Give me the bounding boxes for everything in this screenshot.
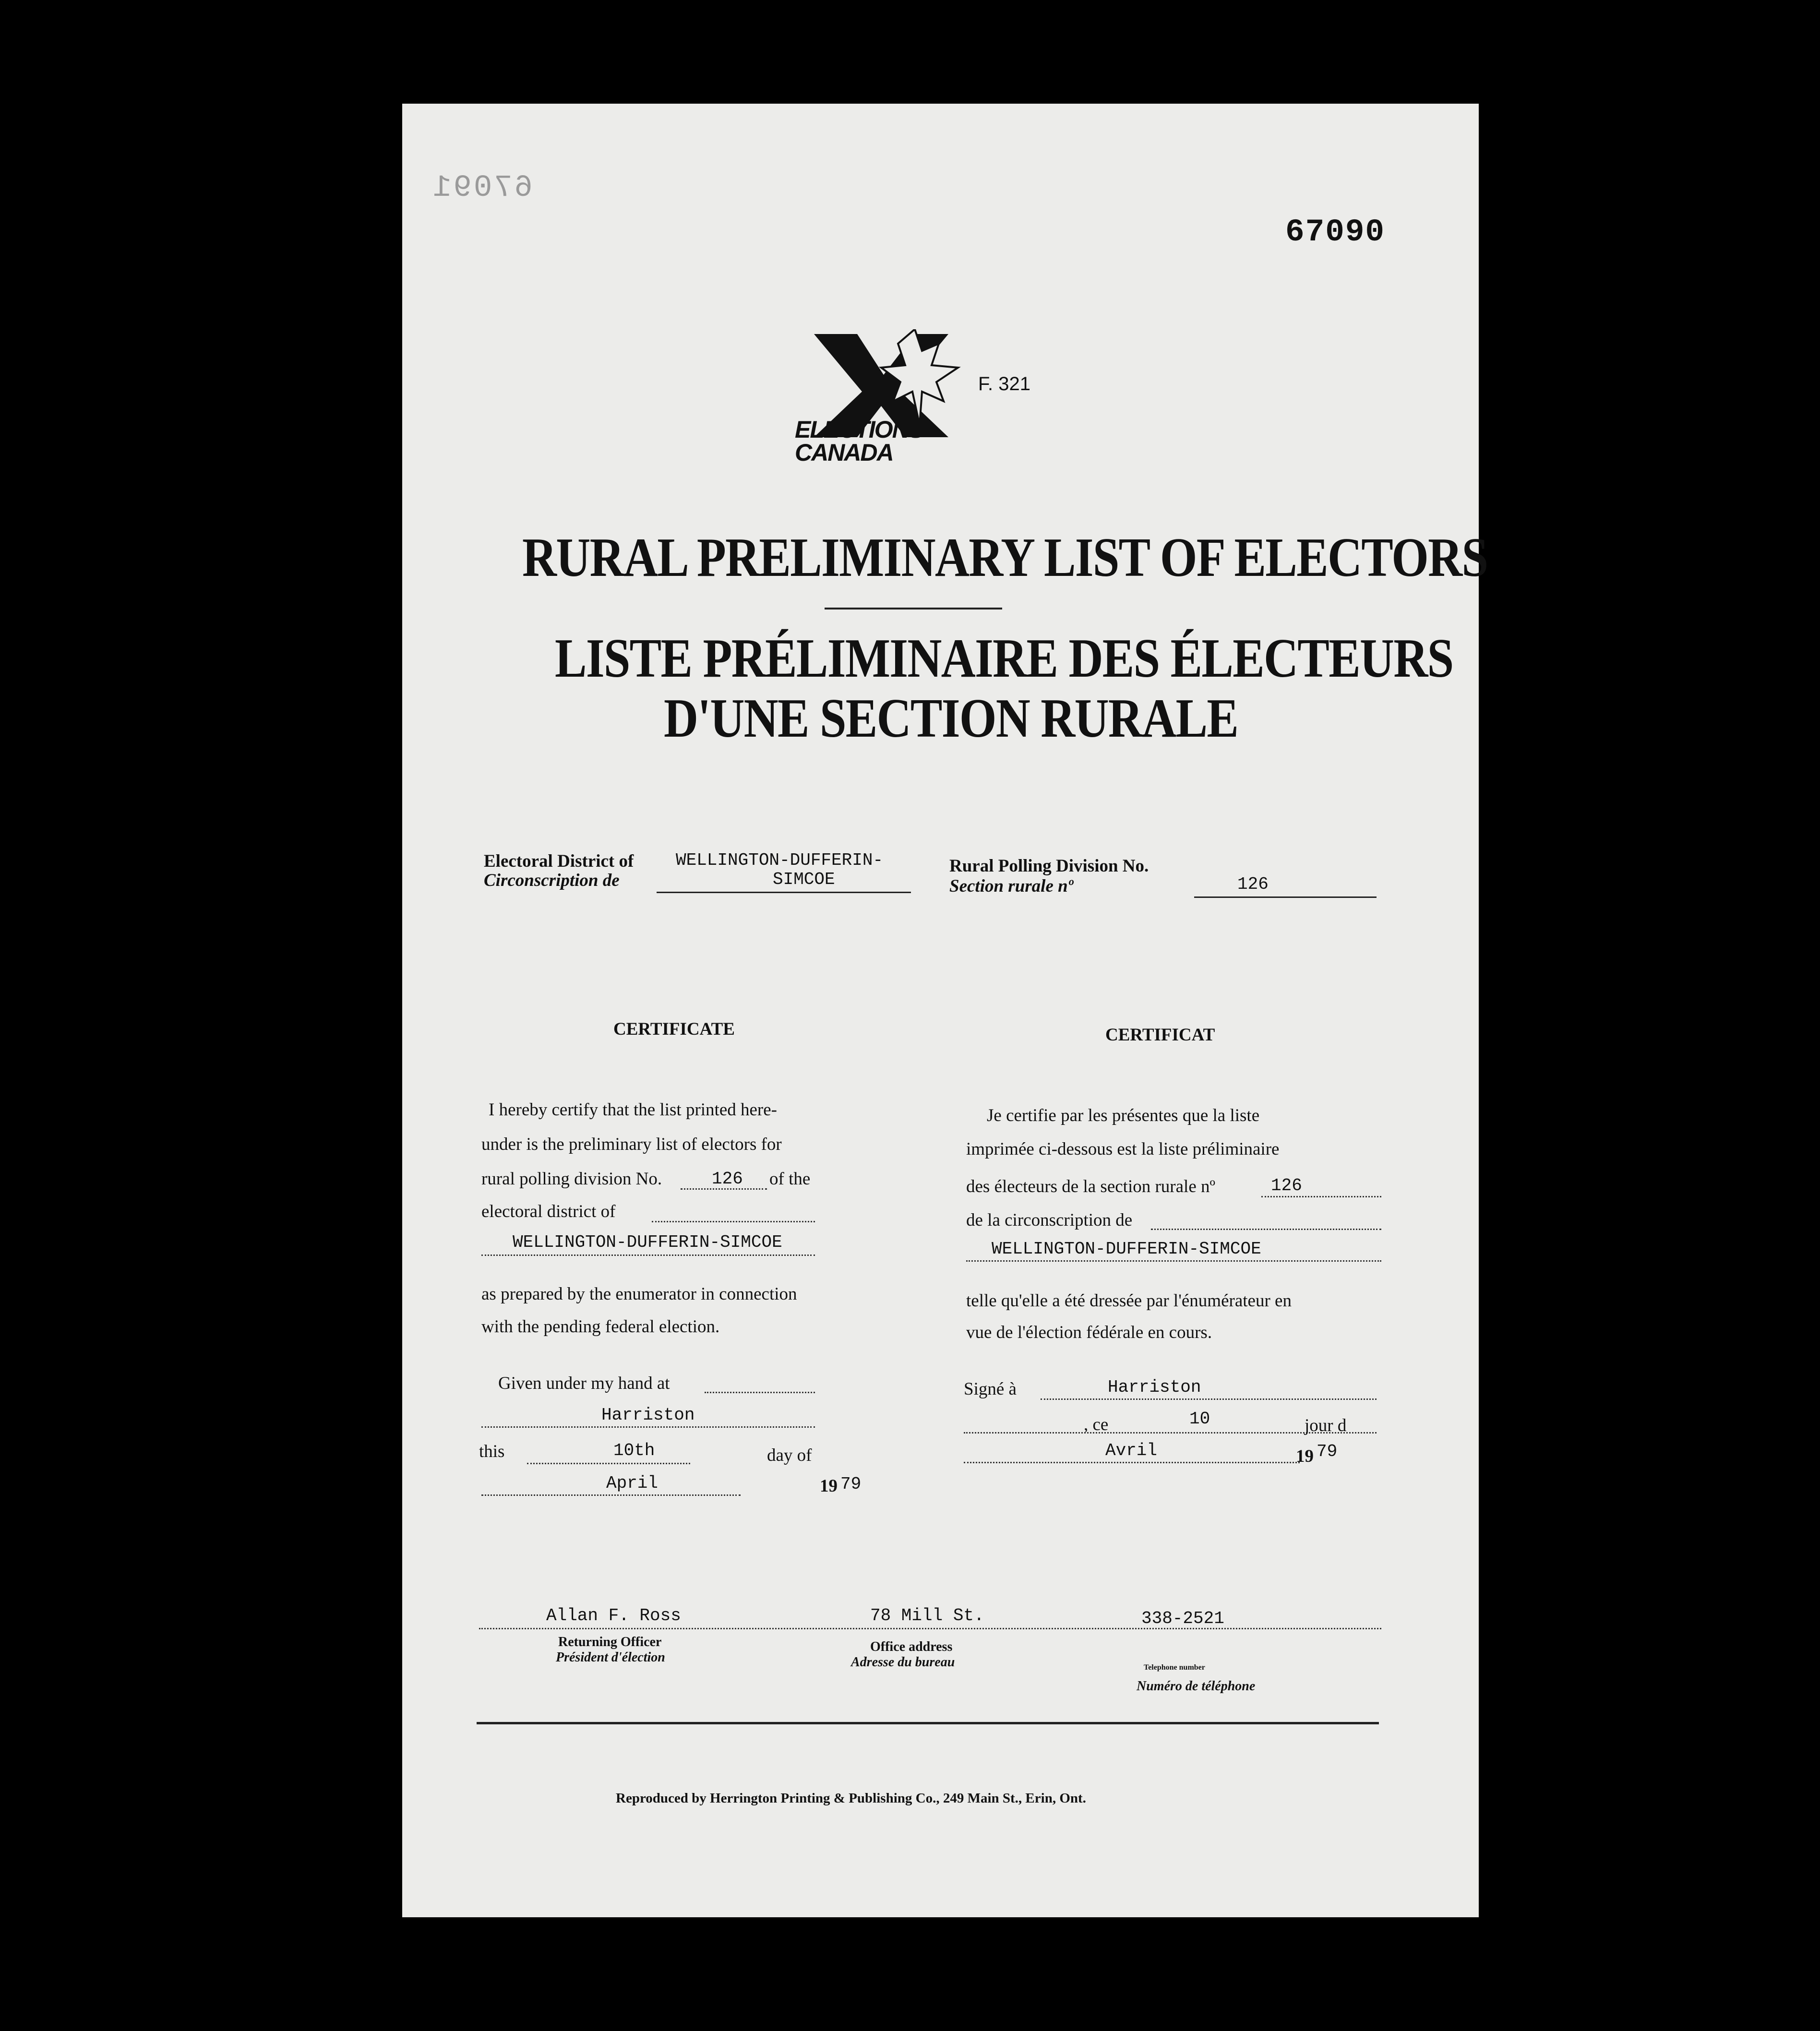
- certificate-en-division-no: 126: [712, 1169, 743, 1189]
- district-underline: [657, 892, 911, 893]
- polling-value: 126: [1237, 874, 1269, 894]
- certificate-fr-line6: vue de l'élection fédérale en cours.: [966, 1323, 1212, 1342]
- year-prefix: 19: [820, 1476, 838, 1496]
- this-label: this: [479, 1442, 505, 1461]
- certificate-en-line4-dots: [652, 1221, 815, 1222]
- certificate-en-line3b: of the: [769, 1169, 811, 1189]
- signe-label: Signé à: [964, 1379, 1017, 1399]
- certificate-en-line6: with the pending federal election.: [481, 1317, 720, 1337]
- officer-name: Allan F. Ross: [546, 1606, 681, 1625]
- phone-label-fr: Numéro de téléphone: [1137, 1679, 1256, 1694]
- given-place: Harriston: [601, 1405, 695, 1425]
- day-of-label: day of: [767, 1446, 812, 1465]
- given-dots: [705, 1392, 815, 1393]
- certificate-en-district-value: WELLINGTON-DUFFERIN-SIMCOE: [513, 1232, 782, 1252]
- phone-label-en: Telephone number: [1144, 1663, 1205, 1672]
- officer-label-en: Returning Officer: [558, 1635, 662, 1649]
- certificate-en-division-dots: [681, 1188, 767, 1190]
- fr-month-dots: [964, 1462, 1300, 1463]
- title-french-line2: D'UNE SECTION RURALE: [664, 688, 1238, 749]
- certificate-fr-line5: telle qu'elle a été dressée par l'énumérateur en: [966, 1291, 1292, 1311]
- certificate-fr-line4: de la circonscription de: [966, 1210, 1133, 1230]
- certificate-fr-line4-dots: [1151, 1229, 1381, 1230]
- certificate-fr-line1: Je certifie par les présentes que la liste: [987, 1106, 1260, 1125]
- title-divider: [825, 608, 1002, 609]
- telephone-value: 338-2521: [1141, 1609, 1224, 1628]
- printer-footer: Reproduced by Herrington Printing & Publishing Co., 249 Main St., Erin, Ont.: [616, 1791, 1086, 1806]
- certificate-fr-division-no: 126: [1271, 1176, 1302, 1195]
- fr-year-suffix: 79: [1317, 1442, 1338, 1461]
- signature-dots: [479, 1628, 1381, 1629]
- signe-dots: [1041, 1398, 1377, 1400]
- title-french-line1: LISTE PRÉLIMINAIRE DES ÉLECTEURS: [555, 628, 1453, 689]
- certificate-en-line4: electoral district of: [481, 1202, 616, 1221]
- jour-label: jour d: [1305, 1416, 1347, 1435]
- certificate-en-line5: as prepared by the enumerator in connection: [481, 1284, 797, 1304]
- polling-underline: [1194, 896, 1377, 898]
- logo-text-elections: ELECTIONS: [795, 416, 924, 443]
- day-dots: [527, 1463, 690, 1464]
- given-label: Given under my hand at: [498, 1374, 670, 1393]
- form-code: F. 321: [978, 373, 1030, 394]
- ce-label: , ce: [1084, 1415, 1109, 1434]
- certificate-heading-en: CERTIFICATE: [613, 1019, 735, 1039]
- certificate-en-line2: under is the preliminary list of electors for: [481, 1135, 782, 1154]
- fr-month-value: Avril: [1105, 1441, 1158, 1460]
- certificate-fr-division-dots: [1261, 1196, 1381, 1197]
- district-value-line2: SIMCOE: [773, 870, 835, 889]
- bottom-rule: [477, 1722, 1379, 1724]
- polling-label-fr: Section rurale nº: [949, 876, 1073, 896]
- logo-text-canada: CANADA: [795, 439, 893, 466]
- certificate-en-line1: I hereby certify that the list printed here-: [489, 1100, 777, 1120]
- office-address: 78 Mill St.: [870, 1606, 984, 1625]
- form-page: [402, 104, 1488, 1917]
- elections-canada-logo: [795, 329, 968, 483]
- district-label-en: Electoral District of: [484, 851, 634, 871]
- certificate-heading-fr: CERTIFICAT: [1105, 1025, 1215, 1045]
- form-serial-number: 67090: [1285, 214, 1386, 250]
- certificate-en-district-dots: [481, 1254, 815, 1256]
- day-value: 10th: [613, 1441, 655, 1460]
- certificate-fr-district-value: WELLINGTON-DUFFERIN-SIMCOE: [992, 1239, 1261, 1259]
- certificate-fr-district-dots: [966, 1260, 1381, 1262]
- title-english: RURAL PRELIMINARY LIST OF ELECTORS: [522, 527, 1488, 588]
- address-label-fr: Adresse du bureau: [851, 1655, 955, 1670]
- month-dots: [481, 1494, 741, 1496]
- month-value: April: [606, 1473, 659, 1493]
- faint-stamp-number: 67091: [431, 171, 533, 205]
- fr-year-prefix: 19: [1296, 1446, 1314, 1466]
- district-value-line1: WELLINGTON-DUFFERIN-: [676, 850, 884, 870]
- address-label-en: Office address: [870, 1639, 953, 1654]
- district-label-fr: Circonscription de: [484, 871, 620, 890]
- polling-label-en: Rural Polling Division No.: [949, 856, 1149, 876]
- given-place-dots: [481, 1426, 815, 1428]
- officer-label-fr: Président d'élection: [556, 1650, 665, 1665]
- fr-day-value: 10: [1189, 1409, 1210, 1429]
- year-suffix: 79: [840, 1474, 862, 1494]
- certificate-fr-line3: des électeurs de la section rurale nº: [966, 1177, 1215, 1196]
- signe-place: Harriston: [1108, 1377, 1201, 1397]
- certificate-fr-line2: imprimée ci-dessous est la liste préliminaire: [966, 1139, 1280, 1159]
- certificate-en-line3a: rural polling division No.: [481, 1169, 662, 1189]
